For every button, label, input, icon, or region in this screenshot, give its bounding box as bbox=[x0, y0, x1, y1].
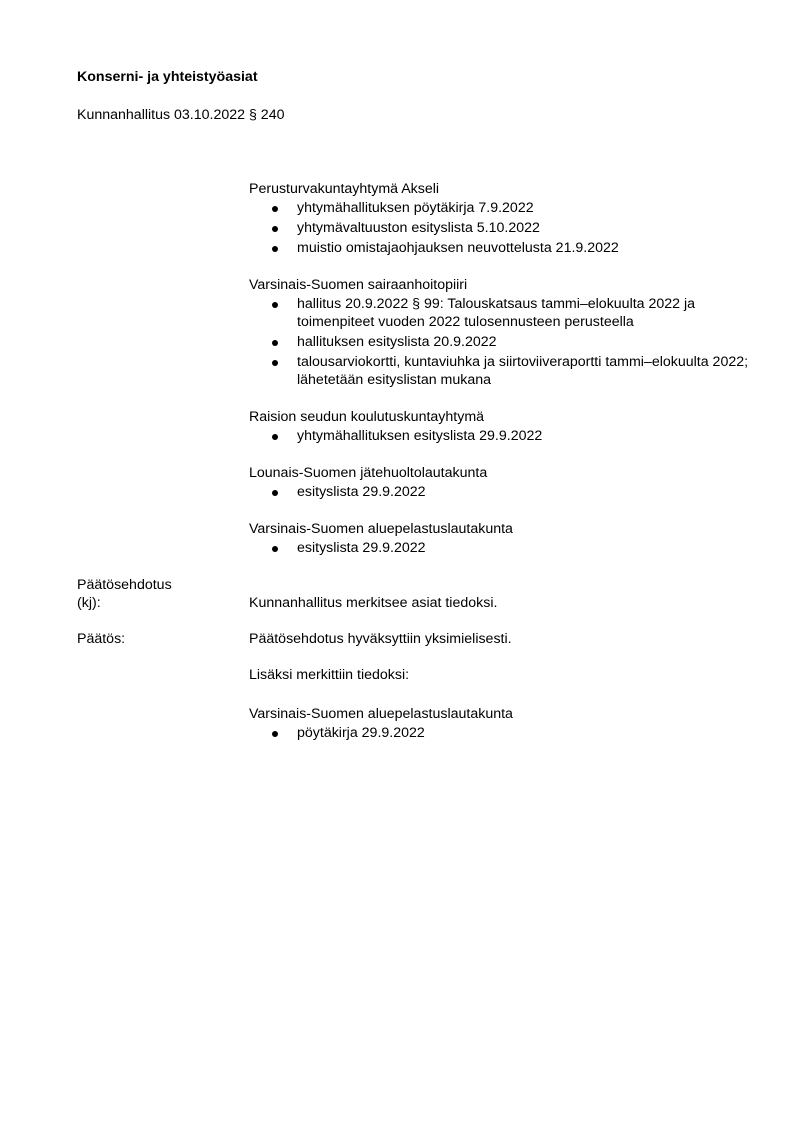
bullet-list bbox=[249, 295, 749, 389]
list-item: yhtymähallituksen esityslista 29.9.2022 bbox=[249, 427, 749, 445]
additional-note: Lisäksi merkittiin tiedoksi: bbox=[249, 667, 410, 683]
section-title: Perusturvakuntayhtymä Akseli bbox=[249, 181, 440, 197]
decision-text: Päätösehdotus hyväksyttiin yksimielisesti. bbox=[249, 631, 512, 647]
body-column bbox=[249, 179, 749, 575]
proposal-label-line1: Päätösehdotus bbox=[77, 577, 172, 593]
proposal-label-line2: (kj): bbox=[77, 595, 101, 611]
list-item: esityslista 29.9.2022 bbox=[249, 539, 749, 557]
list-item: pöytäkirja 29.9.2022 bbox=[249, 724, 749, 742]
section-title: Varsinais-Suomen aluepelastuslautakunta bbox=[249, 521, 513, 537]
section-sairaanhoitopiiri bbox=[249, 275, 749, 389]
section-title: Varsinais-Suomen aluepelastuslautakunta bbox=[249, 706, 513, 722]
section-aluepelastus bbox=[249, 519, 749, 557]
list-item: yhtymähallituksen pöytäkirja 7.9.2022 bbox=[249, 199, 749, 217]
section-title: Raision seudun koulutuskuntayhtymä bbox=[249, 409, 485, 425]
bullet-list bbox=[249, 539, 749, 557]
section-perusturva bbox=[249, 179, 749, 257]
decision-label: Päätös: bbox=[77, 631, 126, 647]
meeting-reference: Kunnanhallitus 03.10.2022 § 240 bbox=[77, 107, 285, 123]
section-jatehuolto bbox=[249, 463, 749, 501]
list-item: esityslista 29.9.2022 bbox=[249, 483, 749, 501]
proposal-label bbox=[77, 576, 172, 612]
list-item: talousarviokortti, kuntaviuhka ja siirtoviiveraportti tammi–elokuulta 2022; lähetetään esityslistan mukana bbox=[249, 353, 749, 389]
list-item: hallitus 20.9.2022 § 99: Talouskatsaus tammi–elokuulta 2022 ja toimenpiteet vuoden 2022 tulosennusteen perusteella bbox=[249, 295, 749, 331]
bullet-list bbox=[249, 199, 749, 257]
proposal-text: Kunnanhallitus merkitsee asiat tiedoksi. bbox=[249, 595, 498, 611]
bullet-list bbox=[249, 483, 749, 501]
section-aluepelastus-minutes bbox=[249, 704, 749, 744]
section-title: Lounais-Suomen jätehuoltolautakunta bbox=[249, 465, 488, 481]
list-item: muistio omistajaohjauksen neuvottelusta 21.9.2022 bbox=[249, 239, 749, 257]
section-title: Varsinais-Suomen sairaanhoitopiiri bbox=[249, 277, 468, 293]
bullet-list bbox=[249, 724, 749, 742]
list-item: yhtymävaltuuston esityslista 5.10.2022 bbox=[249, 219, 749, 237]
section-koulutuskuntayhtyma bbox=[249, 407, 749, 445]
bullet-list bbox=[249, 427, 749, 445]
list-item: hallituksen esityslista 20.9.2022 bbox=[249, 333, 749, 351]
document-title: Konserni- ja yhteistyöasiat bbox=[77, 69, 258, 85]
